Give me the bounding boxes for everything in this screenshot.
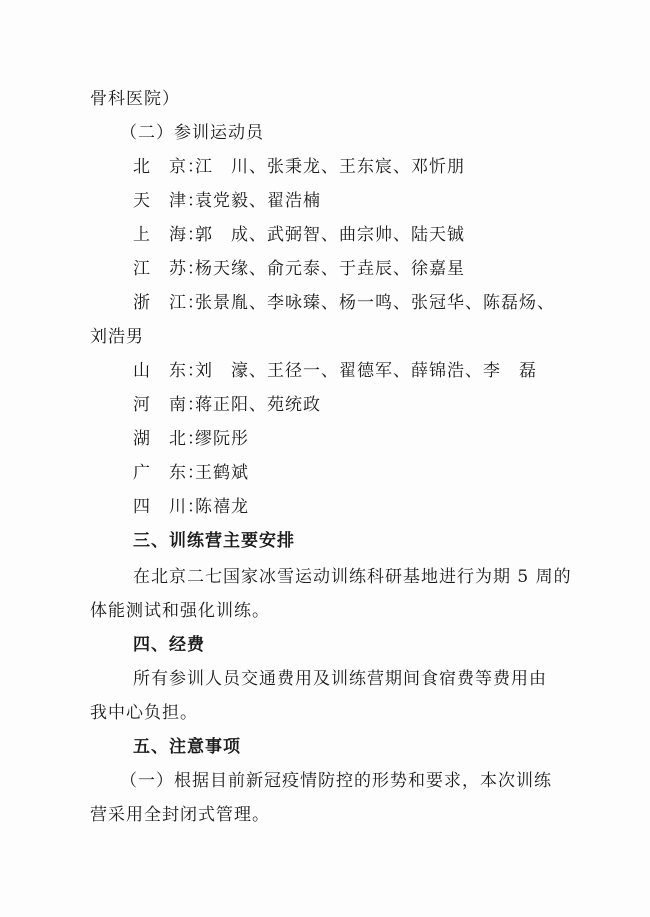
region-label: 湖 北：	[133, 429, 205, 449]
athlete-names: 江 川、张秉龙、王东宸、邓忻朋	[195, 157, 465, 177]
region-label: 浙 江：	[133, 293, 205, 313]
athlete-names: 张景胤、李咏臻、杨一鸣、张冠华、陈磊炀、	[195, 293, 555, 313]
athlete-names: 缪阮彤	[195, 429, 249, 449]
athletes-subheading: （二）参训运动员	[120, 123, 264, 143]
roster-row-sichuan	[133, 496, 249, 518]
region-label: 四 川：	[133, 497, 205, 517]
section-5-heading: 五、注意事项	[133, 737, 241, 757]
roster-row-shandong	[133, 360, 537, 382]
athlete-names: 郭 成、武弼智、曲宗帅、陆天铖	[195, 225, 465, 245]
section-4-paragraph-line-2: 我中心负担。	[90, 703, 198, 723]
section-4-paragraph-line-1: 所有参训人员交通费用及训练营期间食宿费等费用由	[133, 669, 547, 689]
section-5-paragraph-line-1: （一）根据目前新冠疫情防控的形势和要求，本次训练	[120, 771, 552, 791]
region-label: 北 京：	[133, 157, 205, 177]
roster-row-zhejiang	[133, 292, 555, 314]
region-label: 上 海：	[133, 225, 205, 245]
athlete-names: 杨天缘、俞元泰、于垚辰、徐嘉星	[195, 259, 465, 279]
section-5-paragraph-line-2: 营采用全封闭式管理。	[90, 805, 270, 825]
athlete-names: 蒋正阳、苑统政	[195, 395, 321, 415]
section-4-heading: 四、经费	[133, 635, 205, 655]
athlete-names: 刘 濠、王径一、翟德军、薛锦浩、李 磊	[195, 361, 537, 381]
athlete-names: 袁党毅、翟浩楠	[195, 191, 321, 211]
roster-row-jiangsu	[133, 258, 465, 280]
roster-row-guangdong	[133, 462, 249, 484]
region-label: 河 南：	[133, 395, 205, 415]
region-label: 广 东：	[133, 463, 205, 483]
section-3-paragraph-line-2: 体能测试和强化训练。	[90, 601, 270, 621]
roster-row-shanghai	[133, 224, 465, 246]
roster-row-henan	[133, 394, 321, 416]
region-label: 山 东：	[133, 361, 205, 381]
roster-row-tianjin	[133, 190, 321, 212]
region-label: 天 津：	[133, 191, 205, 211]
region-label: 江 苏：	[133, 259, 205, 279]
roster-row-beijing	[133, 156, 465, 178]
athlete-names: 王鹤斌	[195, 463, 249, 483]
athlete-names: 刘浩男	[90, 327, 144, 347]
roster-row-zhejiang-continued	[90, 326, 144, 348]
athlete-names: 陈禧龙	[195, 497, 249, 517]
section-3-heading: 三、训练营主要安排	[133, 531, 295, 551]
section-3-paragraph-line-1: 在北京二七国家冰雪运动训练科研基地进行为期 5 周的	[133, 567, 572, 587]
roster-row-hubei	[133, 428, 249, 450]
continuation-text: 骨科医院）	[90, 89, 180, 109]
